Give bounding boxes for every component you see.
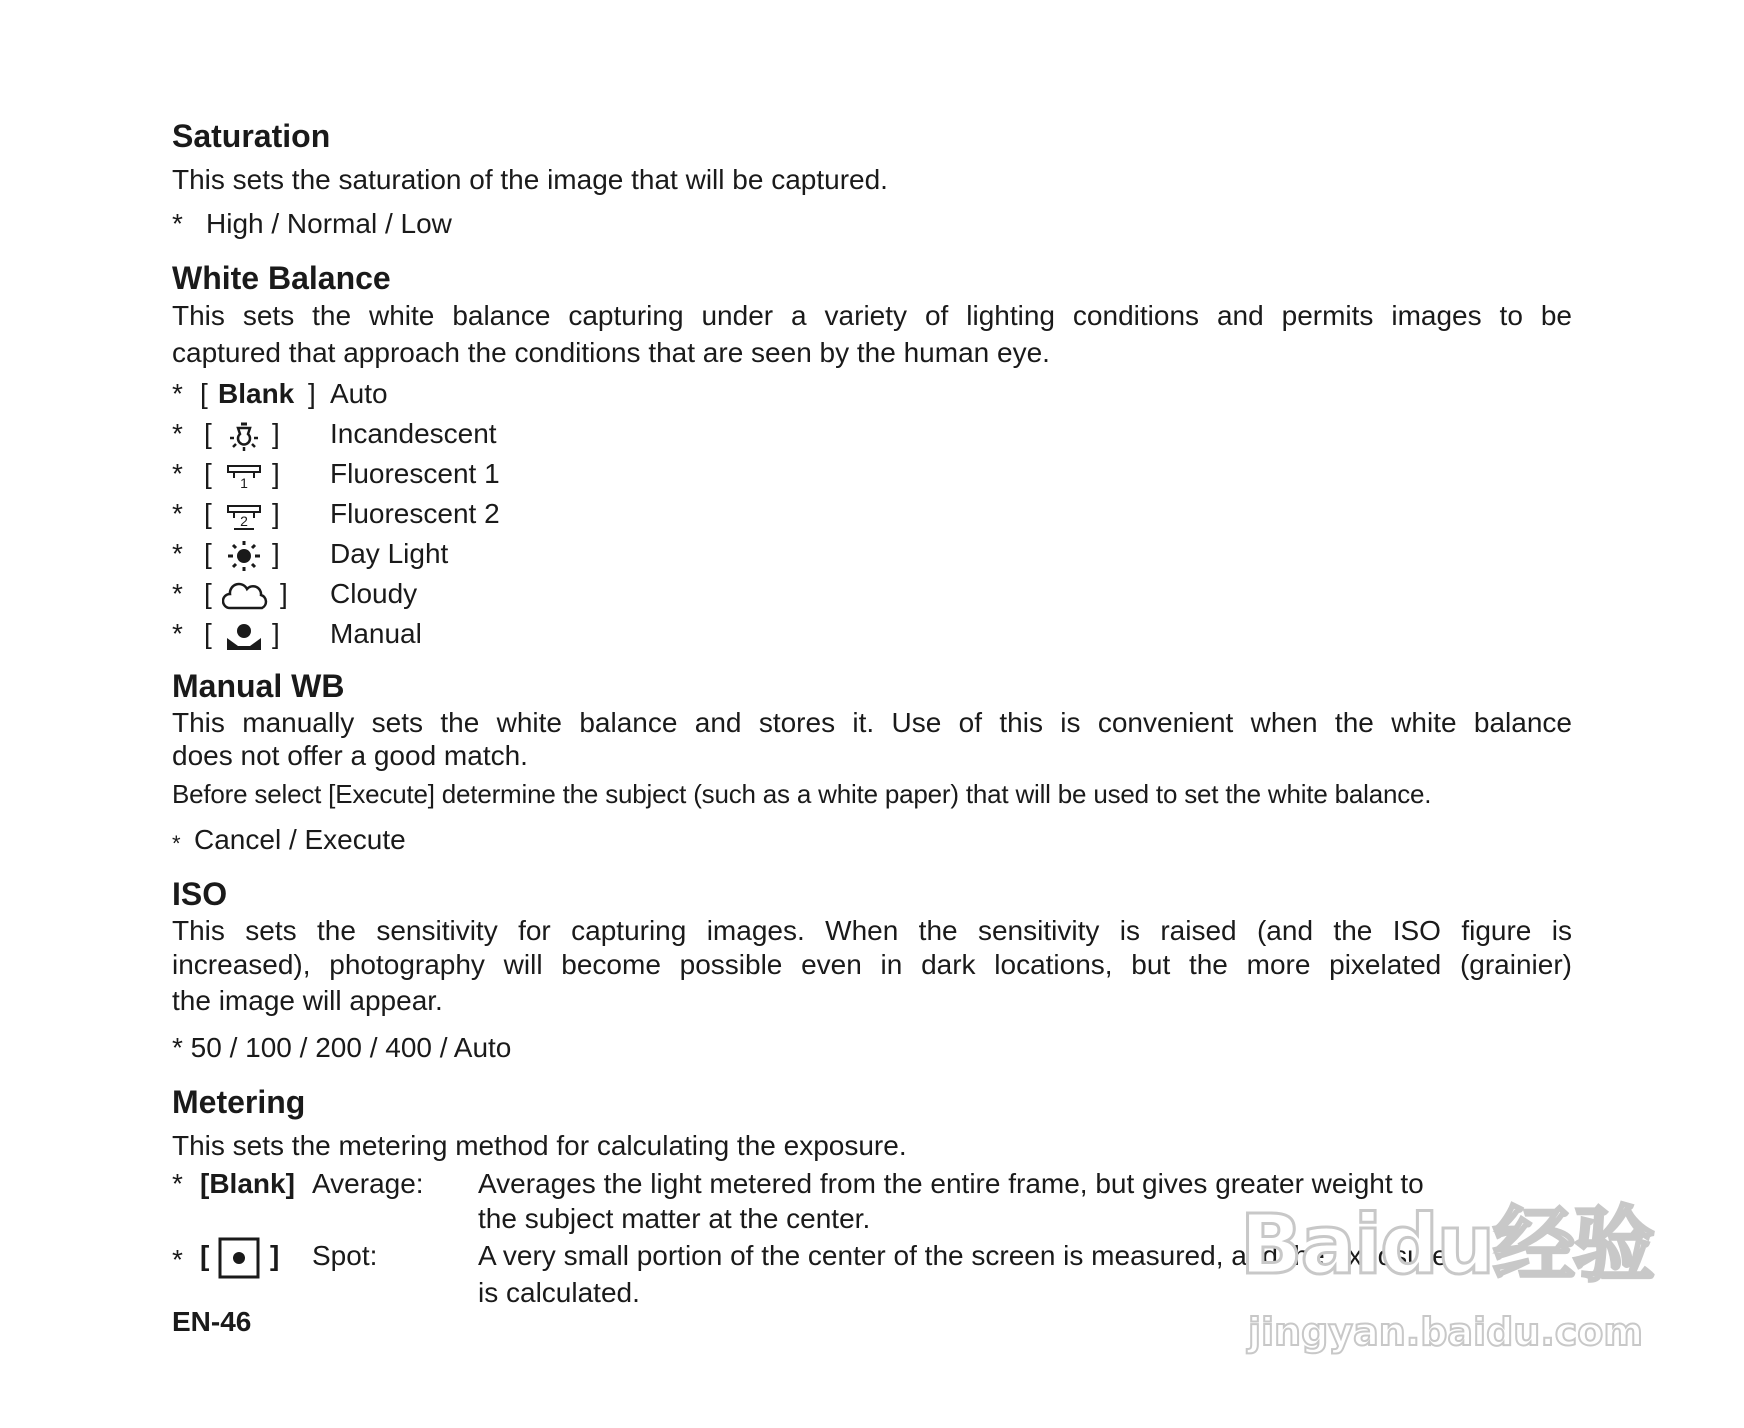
- page-number: EN-46: [172, 1306, 252, 1337]
- metering-description: This sets the metering method for calculating the exposure.: [172, 1130, 907, 1161]
- iso-description: This sets the sensitivity for capturing images. When the sensitivity is raised (and the ISO figure is increased), photography will become possible even in dark locations, but the more pixelated (grainier) the image will appear.: [172, 915, 1572, 1016]
- baidu-jingyan-watermark: [1240, 1160, 1660, 1370]
- fluorescent-1-icon: [224, 460, 264, 492]
- manual-wb-note: Before select [Execute] determine the subject (such as a white paper) that will be used to set the white balance.: [172, 779, 1432, 809]
- saturation-description: This sets the saturation of the image that will be captured.: [172, 164, 888, 195]
- incandescent-bulb-icon: [224, 420, 264, 452]
- sun-icon: [224, 540, 264, 572]
- spot-metering-icon: [218, 1237, 260, 1279]
- manual-wb-heading: Manual WB: [172, 668, 345, 704]
- watermark-url: jingyan.baidu.com: [1248, 1310, 1643, 1354]
- cloud-icon: [222, 580, 272, 612]
- metering-heading: Metering: [172, 1084, 306, 1120]
- manual-page: Saturation This sets the saturation of the image that will be captured. * High / Normal / Low White Balance This sets the white balance capturing under a variety of lighting conditions and permits images to be captured that approach the conditions that are seen by the human eye. * [ Blank ] Auto * [ ] Incandescent * [ 1 ] Fluorescent 1 * [ 2 ] Fluorescent 2 * [ ] Day Light * [ ] Cloudy * [ ] Manual Manual WB This manually sets the white balance and stores it. Use of this is convenient when the white balance does not offer a good match. Before select [Execute] determine the subject (such as a white paper) that will be used to set the white balance. * Cancel / Execute ISO This sets the sensitivity for capturing images. When the sensitivity is raised (and the ISO figure is increased), photography will become possible even in dark locations, but the more pixelated (grainier) the image will appear. * 50 / 100 / 200 / 400 / Auto Metering This sets the metering method for calculating the exposure. * [Blank] Average: Averages the light metered from the entire frame, but gives greater weight to the subject matter at the center. * [ ] Spot: A very small portion of the center of the screen is measured, and the exposure is calculated. EN-46: [172, 0, 1572, 1428]
- saturation-heading: Saturation: [172, 118, 331, 154]
- manual-wb-description: This manually sets the white balance and stores it. Use of this is convenient when the white balance does not offer a good match.: [172, 707, 1572, 771]
- iso-heading: ISO: [172, 876, 228, 912]
- svg-text:1: 1: [240, 475, 248, 491]
- svg-text:2: 2: [240, 513, 248, 529]
- white-balance-heading: White Balance: [172, 260, 391, 296]
- manual-wb-icon: [224, 620, 264, 652]
- fluorescent-2-icon: [224, 500, 264, 532]
- white-balance-description: This sets the white balance capturing under a variety of lighting conditions and permits images to be captured that approach the conditions that are seen by the human eye.: [172, 300, 1572, 368]
- watermark-brand: Baidu经验: [1240, 1198, 1654, 1293]
